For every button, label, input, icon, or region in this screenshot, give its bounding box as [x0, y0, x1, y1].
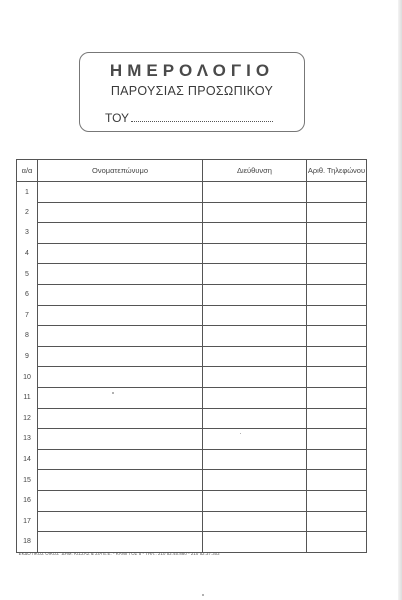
address-cell[interactable] — [203, 532, 307, 553]
table-row — [17, 223, 367, 244]
attendance-table — [16, 159, 367, 553]
phone-cell[interactable] — [307, 223, 367, 244]
owner-fill-line — [131, 111, 273, 122]
name-cell[interactable] — [38, 182, 203, 203]
address-cell[interactable] — [203, 429, 307, 450]
name-cell[interactable] — [38, 346, 203, 367]
address-cell[interactable] — [203, 182, 307, 203]
document-subtitle: ΠΑΡΟΥΣΙΑΣ ΠΡΟΣΩΠΙΚΟΥ — [110, 84, 274, 98]
table-row — [17, 243, 367, 264]
page-edge — [398, 0, 402, 600]
address-cell[interactable] — [203, 367, 307, 388]
table-body — [17, 182, 367, 553]
phone-cell[interactable] — [307, 243, 367, 264]
row-number: 4 — [17, 243, 38, 264]
document-title: ΗΜΕΡΟΛΟΓΙΟ — [109, 61, 275, 80]
name-cell[interactable] — [38, 223, 203, 244]
table-row — [17, 367, 367, 388]
table-row — [17, 429, 367, 450]
table-row — [17, 511, 367, 532]
row-number: 17 — [17, 511, 38, 532]
publisher-imprint: "ΕΚΔΟΤΙΚΟΣ ΟΙΚΟΣ" ΔΗΜ. ΚΙΣΣΑΣ & ΣΙΑ Ε.Ε. - ΚΑΝΙΓΓΟΣ 5 - ΤΗΛ.: 210 52.45.880 - 210 52.37.302 — [17, 551, 220, 556]
address-cell[interactable] — [203, 490, 307, 511]
address-cell[interactable] — [203, 305, 307, 326]
title-box — [79, 52, 305, 132]
row-number: 2 — [17, 202, 38, 223]
phone-cell[interactable] — [307, 408, 367, 429]
paper-speck — [202, 594, 204, 596]
row-number: 3 — [17, 223, 38, 244]
owner-label: ΤΟΥ — [105, 111, 130, 125]
row-number: 13 — [17, 429, 38, 450]
address-cell[interactable] — [203, 511, 307, 532]
row-number: 14 — [17, 449, 38, 470]
table-row — [17, 470, 367, 491]
address-cell[interactable] — [203, 264, 307, 285]
row-number: 18 — [17, 532, 38, 553]
phone-cell[interactable] — [307, 470, 367, 491]
table-row — [17, 346, 367, 367]
table-row — [17, 490, 367, 511]
table-row — [17, 202, 367, 223]
name-cell[interactable] — [38, 490, 203, 511]
name-cell[interactable] — [38, 408, 203, 429]
row-number: 8 — [17, 326, 38, 347]
table-row — [17, 449, 367, 470]
name-cell[interactable] — [38, 470, 203, 491]
phone-cell[interactable] — [307, 449, 367, 470]
row-number: 6 — [17, 284, 38, 305]
column-header-phone: Αριθ. Τηλεφώνου — [307, 160, 367, 182]
row-number: 11 — [17, 387, 38, 408]
phone-cell[interactable] — [307, 387, 367, 408]
name-cell[interactable] — [38, 326, 203, 347]
phone-cell[interactable] — [307, 367, 367, 388]
address-cell[interactable] — [203, 346, 307, 367]
address-cell[interactable] — [203, 284, 307, 305]
name-cell[interactable] — [38, 202, 203, 223]
address-cell[interactable] — [203, 408, 307, 429]
table-row — [17, 284, 367, 305]
name-cell[interactable] — [38, 532, 203, 553]
row-number: 5 — [17, 264, 38, 285]
phone-cell[interactable] — [307, 264, 367, 285]
name-cell[interactable] — [38, 429, 203, 450]
name-cell[interactable] — [38, 367, 203, 388]
name-cell[interactable] — [38, 387, 203, 408]
row-number: 12 — [17, 408, 38, 429]
table-row — [17, 326, 367, 347]
row-number: 9 — [17, 346, 38, 367]
paper-speck — [112, 392, 114, 394]
address-cell[interactable] — [203, 223, 307, 244]
column-header-address: Διεύθυνση — [203, 160, 307, 182]
address-cell[interactable] — [203, 387, 307, 408]
column-header-number: α/α — [17, 160, 38, 182]
name-cell[interactable] — [38, 305, 203, 326]
table-row — [17, 532, 367, 553]
phone-cell[interactable] — [307, 284, 367, 305]
name-cell[interactable] — [38, 264, 203, 285]
row-number: 7 — [17, 305, 38, 326]
name-cell[interactable] — [38, 449, 203, 470]
table-header-row — [17, 160, 367, 182]
phone-cell[interactable] — [307, 532, 367, 553]
address-cell[interactable] — [203, 326, 307, 347]
row-number: 15 — [17, 470, 38, 491]
table-row — [17, 182, 367, 203]
column-header-name: Ονοματεπώνυμο — [38, 160, 203, 182]
phone-cell[interactable] — [307, 305, 367, 326]
name-cell[interactable] — [38, 243, 203, 264]
phone-cell[interactable] — [307, 182, 367, 203]
table-row — [17, 264, 367, 285]
table-row — [17, 408, 367, 429]
address-cell[interactable] — [203, 202, 307, 223]
phone-cell[interactable] — [307, 202, 367, 223]
row-number: 1 — [17, 182, 38, 203]
name-cell[interactable] — [38, 284, 203, 305]
table-row — [17, 305, 367, 326]
paper-speck — [240, 433, 241, 434]
address-cell[interactable] — [203, 449, 307, 470]
address-cell[interactable] — [203, 470, 307, 491]
phone-cell[interactable] — [307, 490, 367, 511]
table-row — [17, 387, 367, 408]
name-cell[interactable] — [38, 511, 203, 532]
phone-cell[interactable] — [307, 346, 367, 367]
phone-cell[interactable] — [307, 511, 367, 532]
phone-cell[interactable] — [307, 326, 367, 347]
row-number: 16 — [17, 490, 38, 511]
address-cell[interactable] — [203, 243, 307, 264]
row-number: 10 — [17, 367, 38, 388]
phone-cell[interactable] — [307, 429, 367, 450]
owner-line — [105, 111, 273, 125]
